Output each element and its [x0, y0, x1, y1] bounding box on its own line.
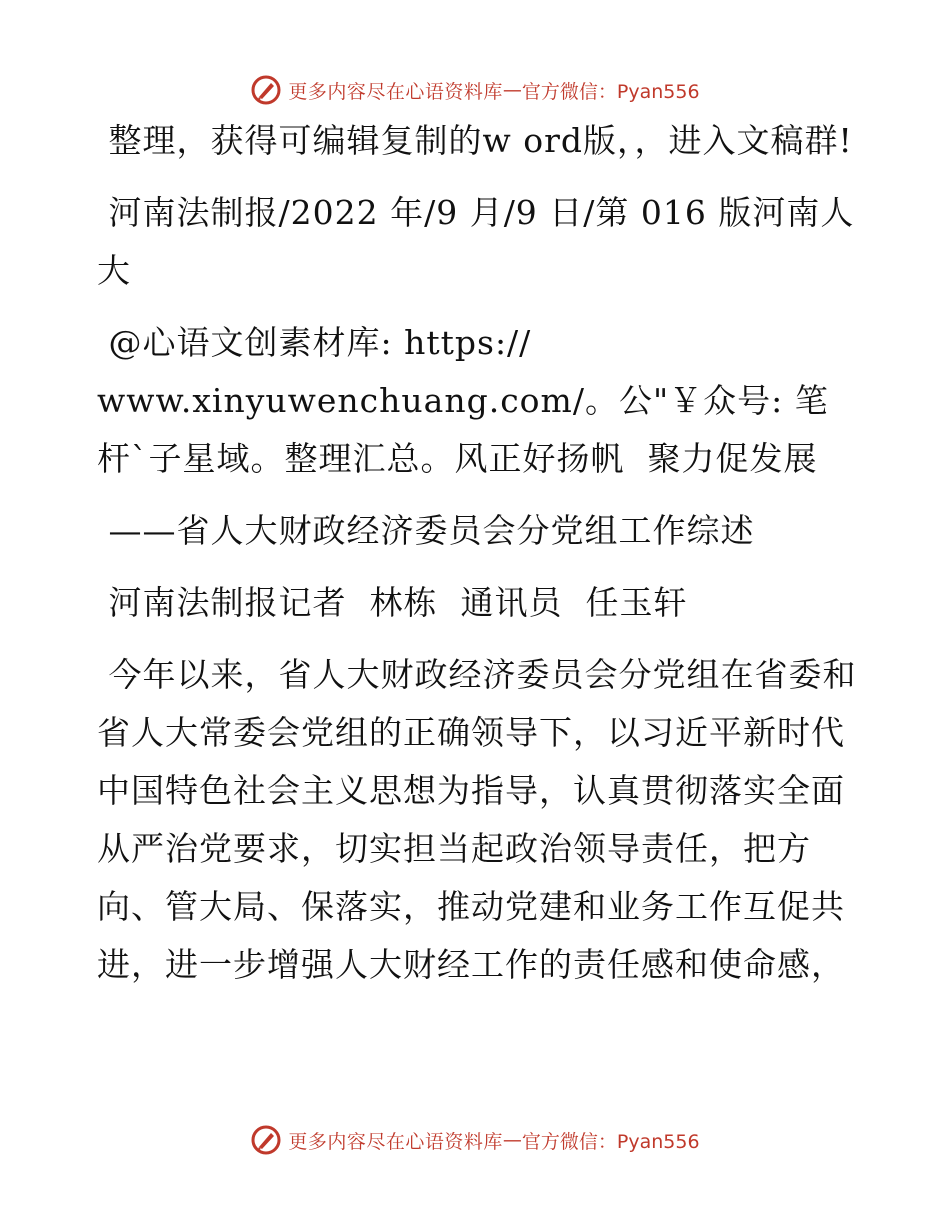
- footer-banner: [0, 1120, 950, 1160]
- paragraph-byline: 河南法制报记者 林栋 通讯员 任玉轩: [97, 583, 688, 622]
- paragraph-title: @心语文创素材库: https:// www.xinyuwenchuang.com/。公"￥众号: 笔杆`子星域。整理汇总。风正好扬帆 聚力促发展: [97, 323, 829, 478]
- footer-banner-text: 更多内容尽在心语资料库: [288, 1130, 503, 1153]
- pen-logo-icon: [250, 74, 282, 106]
- footer-banner-separator: —: [502, 1129, 522, 1151]
- document-body: [97, 112, 857, 994]
- footer-wechat-id: 官方微信：Pyan556: [521, 1130, 700, 1153]
- header-wechat-id: 官方微信：Pyan556: [521, 80, 700, 103]
- pen-logo-icon: [250, 1124, 282, 1156]
- paragraph-source: 河南法制报/2022 年/9 月/9 日/第 016 版河南人大: [97, 193, 855, 290]
- header-banner: [0, 70, 950, 110]
- paragraph-body: 今年以来，省人大财政经济委员会分党组在省委和省人大常委会党组的正确领导下，以习近平新时代中国特色社会主义思想为指导，认真贯彻落实全面从严治党要求，切实担当起政治领导责任，把方向、管大局、保落实，推动党建和业务工作互促共进，进一步增强人大财经工作的责任感和使命感，: [97, 655, 857, 984]
- paragraph-intro: 整理，获得可编辑复制的w ord版，，进入文稿群!: [97, 121, 853, 160]
- paragraph-subtitle: ——省人大财政经济委员会分党组工作综述: [97, 511, 755, 550]
- header-banner-separator: —: [502, 79, 522, 101]
- header-banner-text: 更多内容尽在心语资料库: [288, 80, 503, 103]
